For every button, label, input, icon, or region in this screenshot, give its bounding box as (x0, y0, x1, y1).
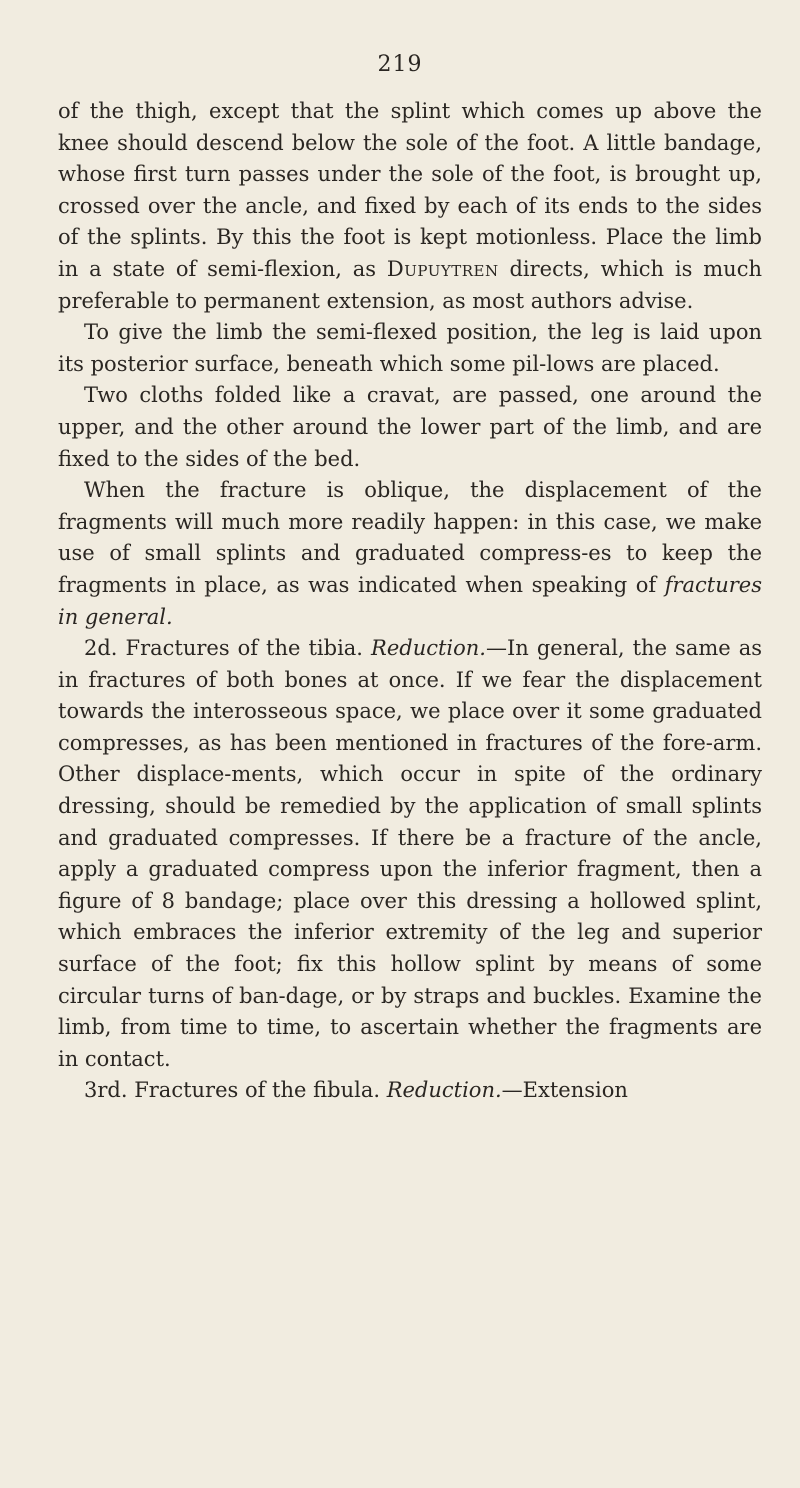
body-text (58, 96, 762, 1107)
paragraph-4-text: When the fracture is oblique, the displacement of the fragments will much more readily happen: in this case, we make use of small splints and graduated compress-es to keep the fragments in place, as was indicated when speaking of (58, 478, 762, 597)
paragraph-5-heading: 2d. Fractures of the tibia. (84, 636, 372, 661)
paragraph-1 (58, 96, 762, 317)
paragraph-1-text-b: directs, which is much preferable to permanent extension, as most authors advise. (58, 256, 762, 313)
paragraph-4-italic: fractures in general. (58, 572, 762, 629)
author-name-dupuytren: Dupuytren (386, 256, 499, 281)
paragraph-5-text: —In general, the same as in fractures of both bones at once. If we fear the displacement towards the interosseous space, we place over it some graduated compresses, as has been mentioned in fractures of the fore-arm. Other displace-ments, which occur in spite of the ordinary dressing, should be remedied by the application of small splints and graduated compresses. If there be a fracture of the ancle, apply a graduated compress upon the inferior fragment, then a figure of 8 bandage; place over this dressing a hollowed splint, which embraces the inferior extremity of the leg and superior surface of the foot; fix this hollow splint by means of some circular turns of ban-dage, or by straps and buckles. Examine the limb, from time to time, to ascertain whether the fragments are in contact. (58, 636, 762, 1071)
paragraph-1-text-a: of the thigh, except that the splint which comes up above the knee should descend below the sole of the foot. A little bandage, whose first turn passes under the sole of the foot, is brought up, crossed over the ancle, and fixed by each of its ends to the sides of the splints. By this the foot is kept motionless. Place the limb in a state of semi-flexion, as (58, 99, 762, 281)
paragraph-4 (58, 475, 762, 633)
paragraph-6-heading: 3rd. Fractures of the fibula. (84, 1078, 387, 1103)
paragraph-5 (58, 633, 762, 1075)
page-number: 219 (377, 52, 423, 77)
paragraph-6 (58, 1075, 762, 1107)
paragraph-2: To give the limb the semi-flexed position, the leg is laid upon its posterior surface, beneath which some pil-lows are placed. (58, 320, 762, 376)
paragraph-6-italic: Reduction. (386, 1078, 502, 1103)
paragraph-5-italic: Reduction. (371, 636, 486, 661)
paragraph-3: Two cloths folded like a cravat, are passed, one around the upper, and the other around the lower part of the limb, and are fixed to the sides of the bed. (58, 383, 762, 471)
paragraph-6-text: —Extension (501, 1078, 628, 1103)
